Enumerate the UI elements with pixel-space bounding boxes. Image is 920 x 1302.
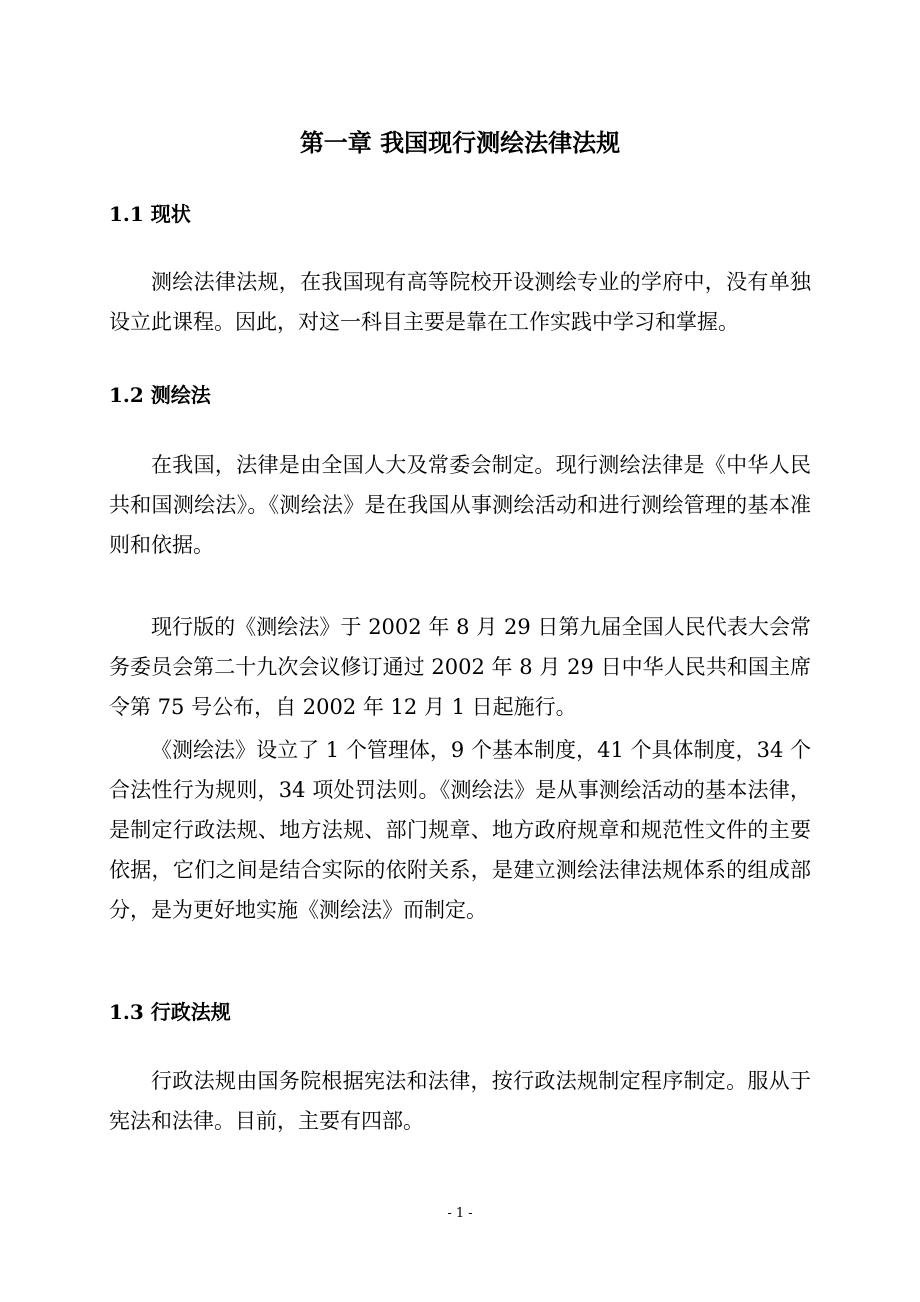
chapter-title: 第一章 我国现行测绘法律法规: [299, 128, 621, 157]
paragraph-current-status: 测绘法律法规，在我国现有高等院校开设测绘专业的学府中，没有单独设立此课程。因此，对这一科目主要是靠在工作实践中学习和掌握。: [109, 270, 811, 334]
section-heading-1-3: 1.3 行政法规: [109, 1000, 231, 1024]
section-heading-1-2: 1.2 测绘法: [109, 383, 211, 407]
paragraph-law-definition: 在我国，法律是由全国人大及常委会制定。现行测绘法律是《中华人民共和国测绘法》。《测绘法》是在我国从事测绘活动和进行测绘管理的基本准则和依据。: [109, 453, 811, 557]
section-heading-1-1: 1.1 现状: [109, 202, 191, 226]
paragraph-law-revision: 现行版的《测绘法》于 2002 年 8 月 29 日第九届全国人民代表大会常务委员会第二十九次会议修订通过 2002 年 8 月 29 日中华人民共和国主席令第 75 号公布，自 2002 年 12 月 1 日起施行。: [109, 615, 811, 719]
paragraph-administrative-regulations: 行政法规由国务院根据宪法和法律，按行政法规制定程序制定。服从于宪法和法律。目前，主要有四部。: [109, 1069, 811, 1133]
paragraph-law-structure: 《测绘法》设立了 1 个管理体，9 个基本制度，41 个具体制度，34 个合法性行为规则，34 项处罚法则。《测绘法》是从事测绘活动的基本法律，是制定行政法规、地方法规、部门规章、地方政府规章和规范性文件的主要依据，它们之间是结合实际的依附关系，是建立测绘法律法规体系的组成部分，是为更好地实施《测绘法》而制定。: [109, 738, 811, 922]
page-number: - 1 -: [447, 1206, 473, 1221]
